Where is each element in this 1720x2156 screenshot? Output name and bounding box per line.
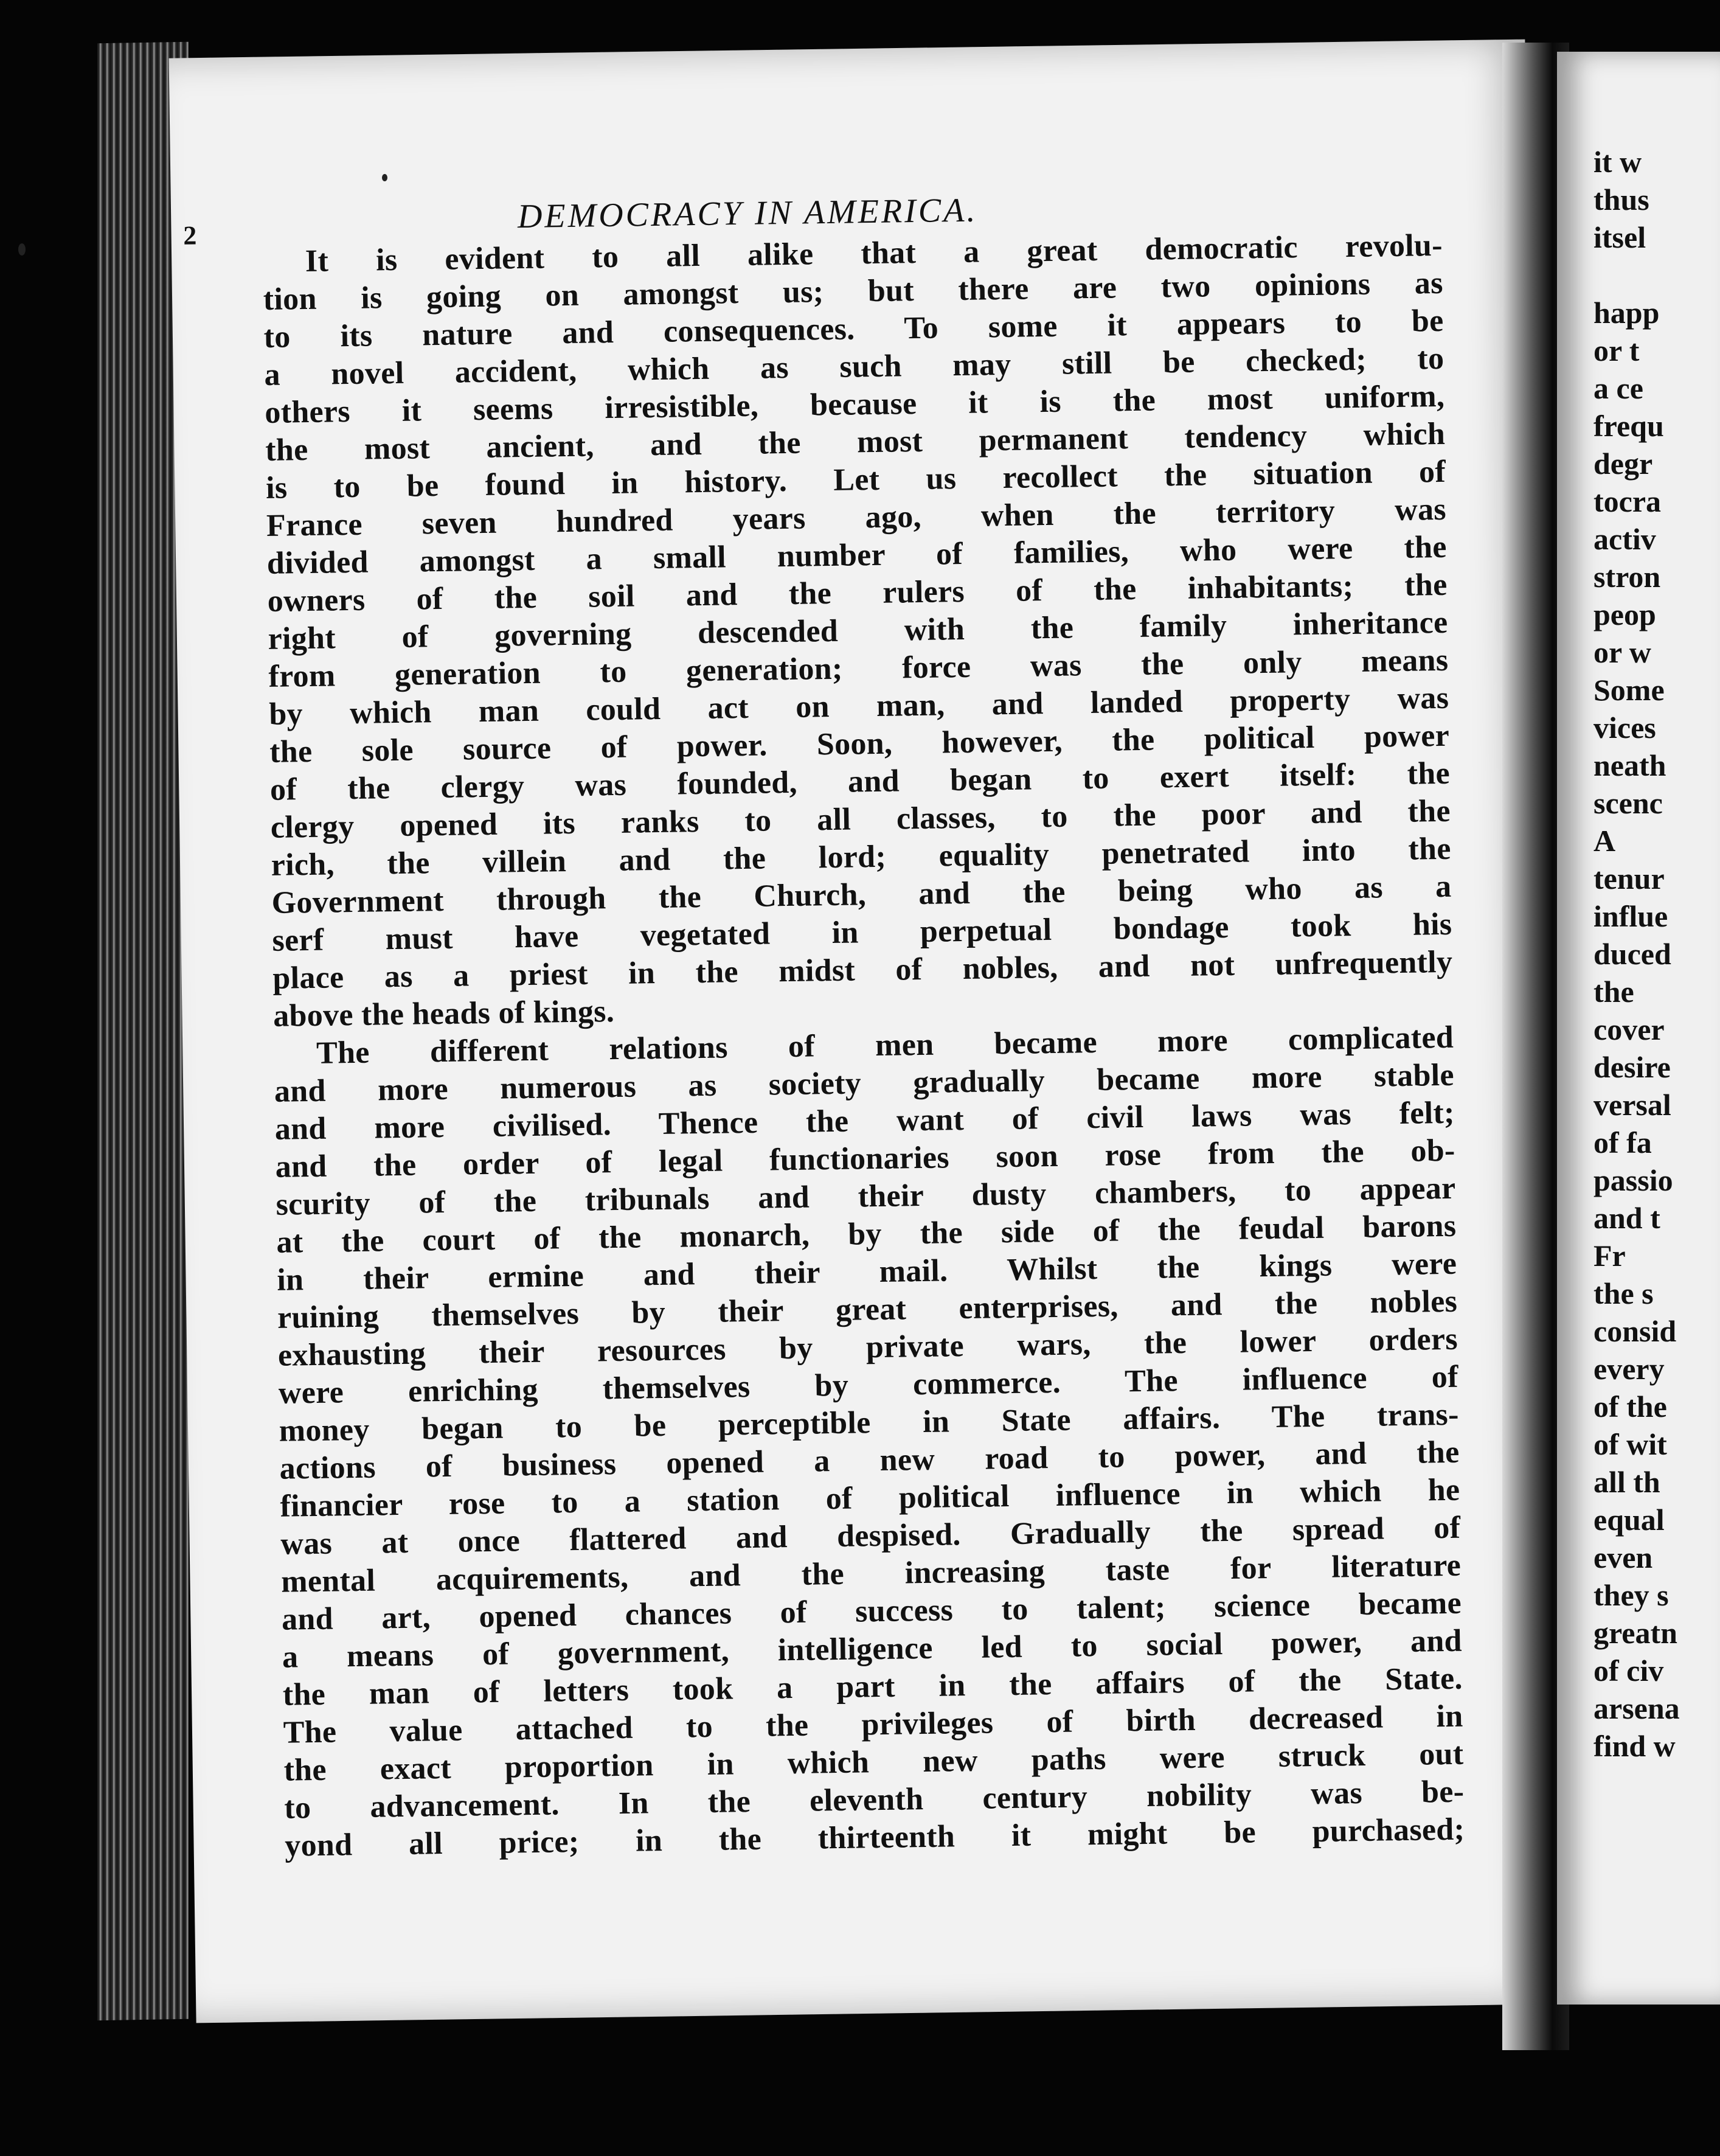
facing-page-line: scenc [1593, 786, 1663, 820]
text-line: Government through the Church, and the being who as a [271, 869, 1452, 920]
facing-page-line: itsel [1593, 220, 1646, 254]
facing-page-line: of the [1593, 1389, 1667, 1424]
facing-page-line: tocra [1593, 484, 1662, 518]
facing-page-line: or t [1593, 333, 1640, 367]
text-line: a means of government, intelligence led to social power, and [282, 1623, 1463, 1675]
facing-page-line: of wit [1593, 1427, 1667, 1461]
facing-page-line: desire [1593, 1050, 1671, 1084]
text-line: financier rose to a station of political influence in which he [280, 1472, 1460, 1524]
facing-page-line: of fa [1593, 1125, 1652, 1160]
text-line: scurity of the tribunals and their dusty chambers, to appear [276, 1170, 1456, 1222]
text-line: money began to be perceptible in State affairs. The trans- [279, 1397, 1460, 1448]
facing-page-line: the [1593, 975, 1634, 1009]
text-line: and more numerous as society gradually became more stable [274, 1057, 1455, 1109]
text-line: a novel accident, which as such may still be checked; to [264, 341, 1444, 392]
text-line: France seven hundred years ago, when the territory was [266, 492, 1447, 543]
facing-page-line: find w [1593, 1729, 1676, 1763]
facing-page-line: equal [1593, 1503, 1665, 1537]
text-line: were enriching themselves by commerce. The influence of [278, 1359, 1459, 1411]
facing-page-line: peop [1593, 597, 1656, 631]
text-line: and art, opened chances of success to talent; science became [281, 1585, 1462, 1637]
text-line: right of governing descended with the family inheritance [268, 605, 1448, 656]
facing-page-line: greatn [1593, 1616, 1677, 1650]
text-line: serf must have vegetated in perpetual bondage took his [272, 906, 1452, 958]
facing-page-line: happ [1593, 296, 1660, 330]
text-line: It is evident to all alike that a great democratic revolu- [305, 228, 1443, 279]
facing-page-line: every [1593, 1352, 1665, 1386]
text-line: The value attached to the privileges of birth decreased in [283, 1699, 1463, 1750]
paragraph [274, 1019, 1465, 1865]
text-line: was at once flattered and despised. Gradually the spread of [280, 1510, 1461, 1562]
facing-page-line: frequ [1593, 409, 1664, 443]
facing-page-line: passio [1593, 1163, 1673, 1197]
text-line: in their ermine and their mail. Whilst the kings were [276, 1246, 1457, 1298]
text-line: owners of the soil and the rulers of the inhabitants; the [267, 567, 1448, 619]
text-line: tion is going on amongst us; but there are two opinions as [263, 265, 1444, 317]
text-line: mental acquirements, and the increasing taste for literature [280, 1548, 1462, 1599]
body-text [263, 227, 1465, 1865]
text-line: to advancement. In the eleventh century nobility was be- [284, 1774, 1465, 1826]
facing-page-line: neath [1593, 748, 1666, 782]
page-number: 2 [183, 220, 197, 251]
facing-page-line: cover [1593, 1012, 1665, 1046]
facing-page-line: vices [1593, 711, 1656, 745]
facing-page-line [1593, 256, 1680, 294]
text-line: rich, the villein and the lord; equality penetrated into the [271, 831, 1452, 883]
text-line: of the clergy was founded, and began to exert itself: the [269, 756, 1451, 807]
running-head: DEMOCRACY IN AMERICA. [517, 191, 978, 236]
text-line: The different relations of men became more complicated [316, 1020, 1454, 1071]
facing-page-line: of civ [1593, 1654, 1664, 1688]
scan-speck [18, 243, 26, 256]
text-line: others it seems irresistible, because it is the most uniform, [265, 378, 1445, 430]
facing-page-line: a ce [1593, 371, 1643, 405]
text-line: yond all price; in the thirteenth it might be purchased; [284, 1812, 1465, 1863]
facing-page-line: arsena [1593, 1691, 1680, 1725]
text-line: the sole source of power. Soon, however, the political power [269, 718, 1450, 770]
text-line: is to be found in history. Let us recollect the situation of [265, 454, 1446, 506]
facing-page-line: duced [1593, 937, 1671, 971]
text-line: divided amongst a small number of families, who were the [266, 529, 1448, 581]
text-line: place as a priest in the midst of nobles, and not unfrequently [272, 944, 1453, 996]
facing-page-line: even [1593, 1540, 1653, 1574]
right-page-fragment [1557, 52, 1720, 2005]
facing-page-line: the s [1593, 1276, 1654, 1310]
facing-page-line: A [1593, 824, 1616, 858]
text-line: the man of letters took a part in the affairs of the State. [282, 1661, 1463, 1713]
paragraph [263, 227, 1454, 1035]
text-line: ruining themselves by their great enterprises, and the nobles [277, 1284, 1458, 1335]
text-line: above the heads of kings. [272, 994, 615, 1034]
text-line: by which man could act on man, and landed property was [268, 680, 1449, 732]
text-line: actions of business opened a new road to power, and the [279, 1434, 1460, 1486]
facing-page-line: activ [1593, 522, 1656, 556]
facing-page-line: influe [1593, 899, 1668, 933]
facing-page-line: degr [1593, 447, 1653, 481]
text-line: at the court of the monarch, by the side of the feudal barons [276, 1208, 1457, 1260]
text-line: to its nature and consequences. To some it appears to be [263, 303, 1444, 355]
text-line: the exact proportion in which new paths were struck out [283, 1736, 1464, 1788]
facing-page-line: Fr [1593, 1239, 1626, 1273]
text-line: from generation to generation; force was the only means [268, 642, 1449, 694]
facing-page-line: all th [1593, 1465, 1660, 1499]
facing-page-line: consid [1593, 1314, 1677, 1348]
facing-page-line: they s [1593, 1578, 1669, 1612]
facing-page-line: versal [1593, 1088, 1671, 1122]
text-line: and the order of legal functionaries soon rose from the ob- [275, 1133, 1455, 1184]
facing-page-text [1593, 143, 1680, 1765]
text-line: the most ancient, and the most permanent tendency which [265, 416, 1446, 468]
facing-page-line: Some [1593, 673, 1665, 707]
page-content [183, 160, 1465, 1865]
facing-page-line: it w [1593, 145, 1642, 179]
facing-page-line: tenur [1593, 861, 1665, 895]
facing-page-line: thus [1593, 183, 1649, 217]
text-line: clergy opened its ranks to all classes, to the poor and the [270, 793, 1451, 845]
facing-page-line: or w [1593, 635, 1651, 669]
text-line: exhausting their resources by private wars, the lower orders [277, 1321, 1458, 1373]
facing-page-line: stron [1593, 560, 1661, 594]
text-line: and more civilised. Thence the want of civil laws was felt; [274, 1095, 1455, 1147]
facing-page-line: and t [1593, 1201, 1660, 1235]
